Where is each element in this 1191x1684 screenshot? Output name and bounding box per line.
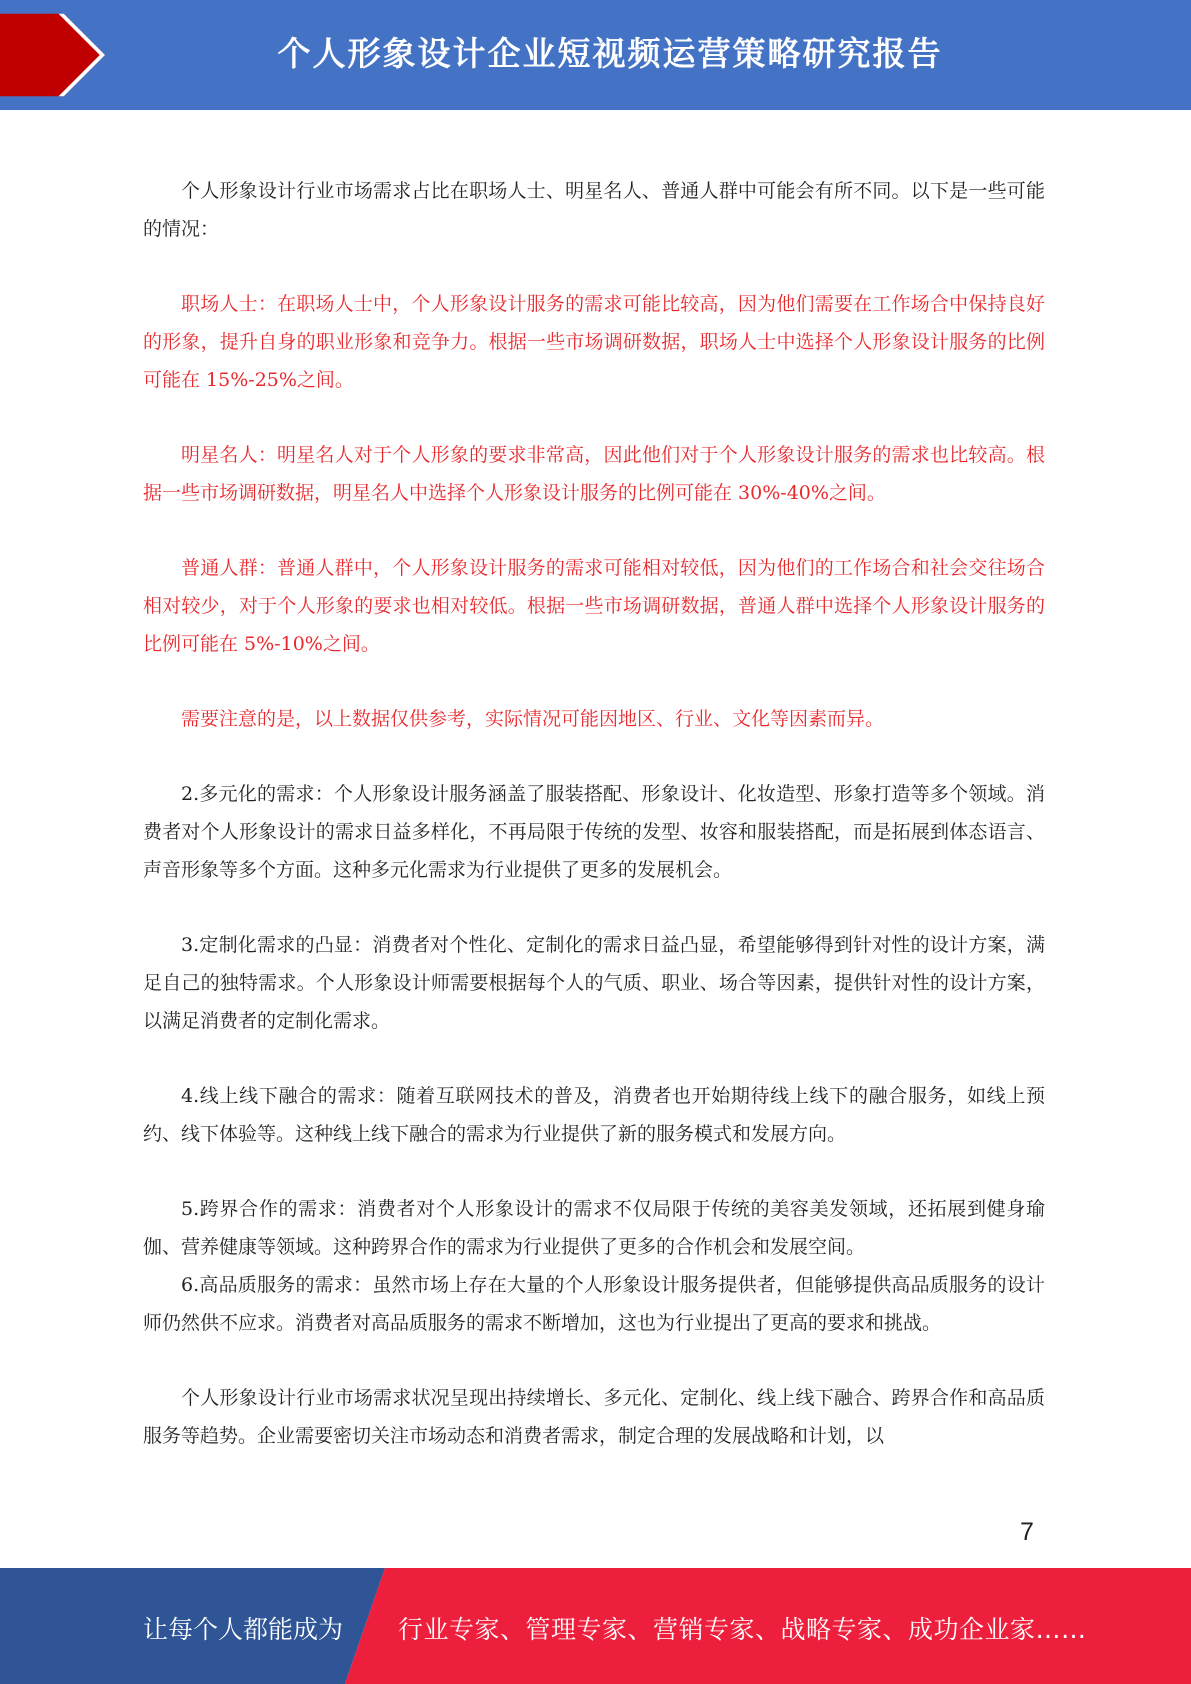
paragraph-intro: 个人形象设计行业市场需求占比在职场人士、明星名人、普通人群中可能会有所不同。以下是一些可能的情况：	[143, 180, 1045, 240]
paragraph-summary: 个人形象设计行业市场需求状况呈现出持续增长、多元化、定制化、线上线下融合、跨界合作和高品质服务等趋势。企业需要密切关注市场动态和消费者需求，制定合理的发展战略和计划，以	[143, 1387, 1045, 1447]
header-banner	[0, 0, 1191, 110]
footer-slogan-left: 让每个人都能成为	[143, 1615, 344, 1644]
paragraph-general-public: 普通人群：普通人群中，个人形象设计服务的需求可能相对较低，因为他们的工作场合和社会交往场合相对较少，对于个人形象的要求也相对较低。根据一些市场调研数据，普通人群中选择个人形象设计服务的比例可能在 5%-10%之间。	[143, 557, 1045, 655]
header-arrow-decoration	[0, 0, 120, 110]
paragraph-note: 需要注意的是，以上数据仅供参考，实际情况可能因地区、行业、文化等因素而异。	[181, 708, 885, 730]
paragraph-customization-demand: 3.定制化需求的凸显：消费者对个性化、定制化的需求日益凸显，希望能够得到针对性的设计方案，满足自己的独特需求。个人形象设计师需要根据每个人的气质、职业、场合等因素，提供针对性的设计方案，以满足消费者的定制化需求。	[143, 934, 1045, 1032]
page-title: 个人形象设计企业短视频运营策略研究报告	[277, 34, 943, 73]
paragraph-diversified-demand: 2.多元化的需求：个人形象设计服务涵盖了服装搭配、形象设计、化妆造型、形象打造等多个领域。消费者对个人形象设计的需求日益多样化，不再局限于传统的发型、妆容和服装搭配，而是拓展到体态语言、声音形象等多个方面。这种多元化需求为行业提供了更多的发展机会。	[143, 783, 1045, 881]
paragraph-online-offline-demand: 4.线上线下融合的需求：随着互联网技术的普及，消费者也开始期待线上线下的融合服务，如线上预约、线下体验等。这种线上线下融合的需求为行业提供了新的服务模式和发展方向。	[143, 1085, 1045, 1145]
paragraph-celebrities: 明星名人：明星名人对于个人形象的要求非常高，因此他们对于个人形象设计服务的需求也比较高。根据一些市场调研数据，明星名人中选择个人形象设计服务的比例可能在 30%-40%之间。	[143, 444, 1045, 504]
footer-slogan-right: 行业专家、管理专家、营销专家、战略专家、成功企业家……	[398, 1615, 1087, 1644]
paragraph-quality-demand: 6.高品质服务的需求：虽然市场上存在大量的个人形象设计服务提供者，但能够提供高品质服务的设计师仍然供不应求。消费者对高品质服务的需求不断增加，这也为行业提出了更高的要求和挑战。	[143, 1274, 1045, 1334]
document-body	[143, 172, 1045, 1455]
page-number: 7	[1020, 1518, 1034, 1546]
paragraph-crossover-demand: 5.跨界合作的需求：消费者对个人形象设计的需求不仅局限于传统的美容美发领域，还拓展到健身瑜伽、营养健康等领域。这种跨界合作的需求为行业提供了更多的合作机会和发展空间。	[143, 1198, 1045, 1258]
paragraph-professionals: 职场人士：在职场人士中，个人形象设计服务的需求可能比较高，因为他们需要在工作场合中保持良好的形象，提升自身的职业形象和竞争力。根据一些市场调研数据，职场人士中选择个人形象设计服务的比例可能在 15%-25%之间。	[143, 293, 1045, 391]
